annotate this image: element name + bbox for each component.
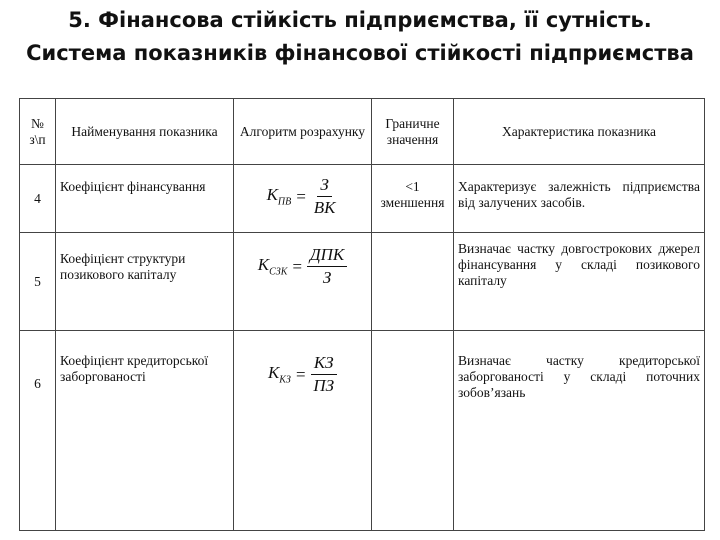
row-characteristic: Характеризує залежність підприємства від залучених засобів. xyxy=(454,165,705,233)
formula-subscript: КЗ xyxy=(279,374,291,386)
table-row xyxy=(20,165,705,233)
formula-symbol: K xyxy=(266,185,278,205)
indicators-table xyxy=(19,98,705,531)
formula-numerator: З xyxy=(317,175,331,197)
row-name: Коефіцієнт структури позикового капіталу xyxy=(56,233,234,331)
row-limit xyxy=(372,331,454,531)
formula-numerator: ДПК xyxy=(307,245,347,267)
formula-equals: = xyxy=(294,364,307,384)
row-name: Коефіцієнт фінансування xyxy=(56,165,234,233)
row-formula xyxy=(234,165,372,233)
formula-equals: = xyxy=(295,186,307,206)
formula-fraction xyxy=(307,245,347,288)
row-formula xyxy=(234,233,372,331)
slide-title xyxy=(0,4,720,70)
slide-title-line-2: Система показників фінансової стійкості підприємства xyxy=(26,41,694,65)
table-row xyxy=(20,331,705,531)
row-formula xyxy=(234,331,372,531)
formula-subscript: СЗК xyxy=(269,266,288,278)
table-row xyxy=(20,233,705,331)
formula-equals: = xyxy=(291,256,303,276)
row-num: 4 xyxy=(20,165,56,233)
formula xyxy=(238,353,367,396)
formula-symbol: K xyxy=(257,255,270,275)
header-algorithm: Алгоритм розрахунку xyxy=(234,99,372,165)
formula-numerator: КЗ xyxy=(311,353,337,375)
formula xyxy=(238,175,367,218)
header-num: № з\п xyxy=(20,99,56,165)
slide-title-line-1: 5. Фінансова стійкість підприємства, її сутність. xyxy=(68,8,652,32)
header-name: Найменування показника xyxy=(56,99,234,165)
row-num: 5 xyxy=(20,233,56,331)
header-characteristic: Характеристика показника xyxy=(454,99,705,165)
row-characteristic: Визначає частку кредиторської заборгованості у складі поточних зобов’язань xyxy=(454,331,705,531)
formula-denominator: ВК xyxy=(313,198,336,217)
formula xyxy=(238,245,367,288)
row-name: Коефіцієнт кредиторської заборгованості xyxy=(56,331,234,531)
formula-denominator: З xyxy=(322,268,332,287)
formula-symbol: K xyxy=(267,363,280,383)
row-characteristic: Визначає частку довгострокових джерел фінансування у складі позикового капіталу xyxy=(454,233,705,331)
formula-denominator: ПЗ xyxy=(313,376,335,395)
row-num: 6 xyxy=(20,331,56,531)
formula-subscript: ПВ xyxy=(277,196,292,208)
header-limit: Граничне значення xyxy=(372,99,454,165)
formula-fraction xyxy=(311,175,339,218)
row-limit xyxy=(372,233,454,331)
table-header-row xyxy=(20,99,705,165)
row-limit: <1 зменшення xyxy=(372,165,454,233)
formula-fraction xyxy=(310,353,337,396)
